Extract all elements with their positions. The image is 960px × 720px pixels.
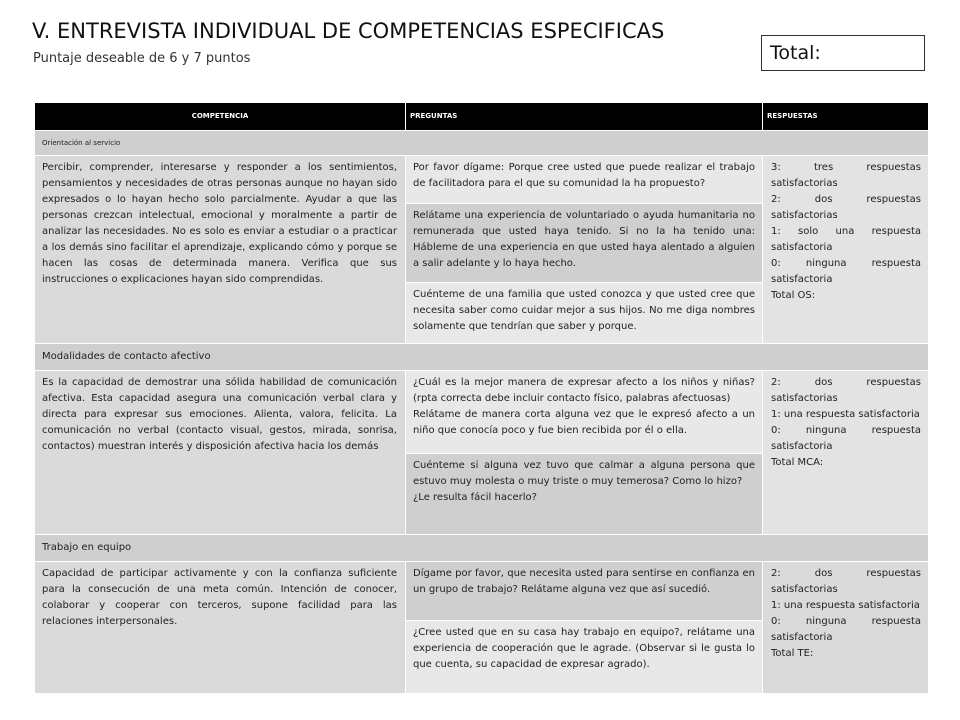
response-line: 2: dos respuestas — [771, 194, 921, 205]
question-trabajo-equipo-2: ¿Cree usted que en su casa hay trabajo en equipo?, relátame una experiencia de cooperación que le agrade. (Observar si le gusta lo que cuenta, su capacidad de expresar agrado). — [406, 621, 762, 693]
response-line: 1: una respuesta satisfactoria — [771, 409, 920, 420]
responses-orientacion — [763, 156, 928, 343]
response-line: satisfactoria — [771, 632, 833, 643]
response-line: satisfactoria — [771, 242, 833, 253]
response-line: 2: dos respuestas — [771, 377, 921, 388]
response-line: 0: ninguna respuesta — [771, 616, 921, 627]
response-line: 0: ninguna respuesta — [771, 258, 921, 269]
header-preguntas: PREGUNTAS — [406, 103, 762, 130]
response-line: satisfactoria — [771, 274, 833, 285]
response-line: 0: ninguna respuesta — [771, 425, 921, 436]
response-total: Total TE: — [771, 648, 814, 659]
total-box[interactable] — [761, 35, 925, 71]
competency-description-trabajo-equipo: Capacidad de participar activamente y con la confianza suficiente para la consecución de una meta común. Intención de conocer, colaborar y cooperar con terceros, supone facilidad para las relaciones interpersonales. — [35, 562, 405, 693]
response-line: satisfactorias — [771, 393, 838, 404]
total-label: Total: — [770, 42, 821, 64]
responses-trabajo-equipo — [763, 562, 928, 693]
question-contacto-afectivo-2: Cuénteme si alguna vez tuvo que calmar a alguna persona que estuvo muy molesta o muy triste o muy temerosa? Como lo hizo? ¿Le resulta fácil hacerlo? — [406, 454, 762, 534]
section-name-trabajo-equipo: Trabajo en equipo — [35, 535, 928, 561]
competency-description-orientacion: Percibir, comprender, interesarse y responder a los sentimientos, pensamientos y necesidades de otras personas aunque no hayan sido expresados o lo hayan hecho solo parcialmente. Ayudar a que las personas crezcan intelectual, emocional y moralmente a partir de analizar las necesidades. No es solo es enviar a estudiar o a practicar a los demás sino facilitar el aprendizaje, explicando cómo y porque se hacen las cosas de determinada manera. Verifica que sus instrucciones o explicaciones hayan sido comprendidas. — [35, 156, 405, 343]
page-title: V. ENTREVISTA INDIVIDUAL DE COMPETENCIAS ESPECIFICAS — [32, 19, 665, 43]
response-line: satisfactorias — [771, 210, 838, 221]
page-subtitle: Puntaje deseable de 6 y 7 puntos — [33, 51, 251, 66]
response-line: satisfactoria — [771, 441, 833, 452]
question-orientacion-3: Cuénteme de una familia que usted conozca y que usted cree que necesita saber como cuidar mejor a sus hijos. No me diga nombres solamente que tendrían que saber y porque. — [406, 283, 762, 343]
header-respuestas: RESPUESTAS — [763, 103, 928, 130]
competency-description-contacto-afectivo: Es la capacidad de demostrar una sólida habilidad de comunicación afectiva. Esta capacidad asegura una comunicación verbal clara y directa para expresar sus emociones. Alienta, valora, felicita. La comunicación no verbal (contacto visual, gestos, mirada, sonrisa, contactos) muestran interés y disposición afectiva hacia los demás — [35, 371, 405, 534]
response-line: satisfactorias — [771, 178, 838, 189]
section-name-contacto-afectivo: Modalidades de contacto afectivo — [35, 344, 928, 370]
responses-contacto-afectivo — [763, 371, 928, 534]
response-line: 2: dos respuestas — [771, 568, 921, 579]
question-contacto-afectivo-1: ¿Cuál es la mejor manera de expresar afecto a los niños y niñas? (rpta correcta debe incluir contacto físico, palabras afectuosas) Relátame de manera corta alguna vez que le expresó afecto a un niño que conocía poco y fue bien recibida por él o ella. — [406, 371, 762, 453]
question-orientacion-1: Por favor dígame: Porque cree usted que puede realizar el trabajo de facilitadora para el que su comunidad la ha propuesto? — [406, 156, 762, 203]
response-line: 1: una respuesta satisfactoria — [771, 600, 920, 611]
response-line: satisfactorias — [771, 584, 838, 595]
header-competencia: COMPETENCIA — [35, 103, 405, 130]
response-line: 3: tres respuestas — [771, 162, 921, 173]
response-total: Total MCA: — [771, 457, 824, 468]
response-total: Total OS: — [771, 290, 816, 301]
question-trabajo-equipo-1: Dígame por favor, que necesita usted para sentirse en confianza en un grupo de trabajo? Relátame alguna vez que así sucedió. — [406, 562, 762, 620]
section-name-orientacion: Orientación al servicio — [35, 131, 928, 155]
question-orientacion-2: Relátame una experiencia de voluntariado o ayuda humanitaria no remunerada que usted haya tenido. Si no la ha tenido una: Hábleme de una experiencia en que usted haya alentado a alguien a salir adelante y lo haya hecho. — [406, 204, 762, 282]
response-line: 1: solo una respuesta — [771, 226, 921, 237]
